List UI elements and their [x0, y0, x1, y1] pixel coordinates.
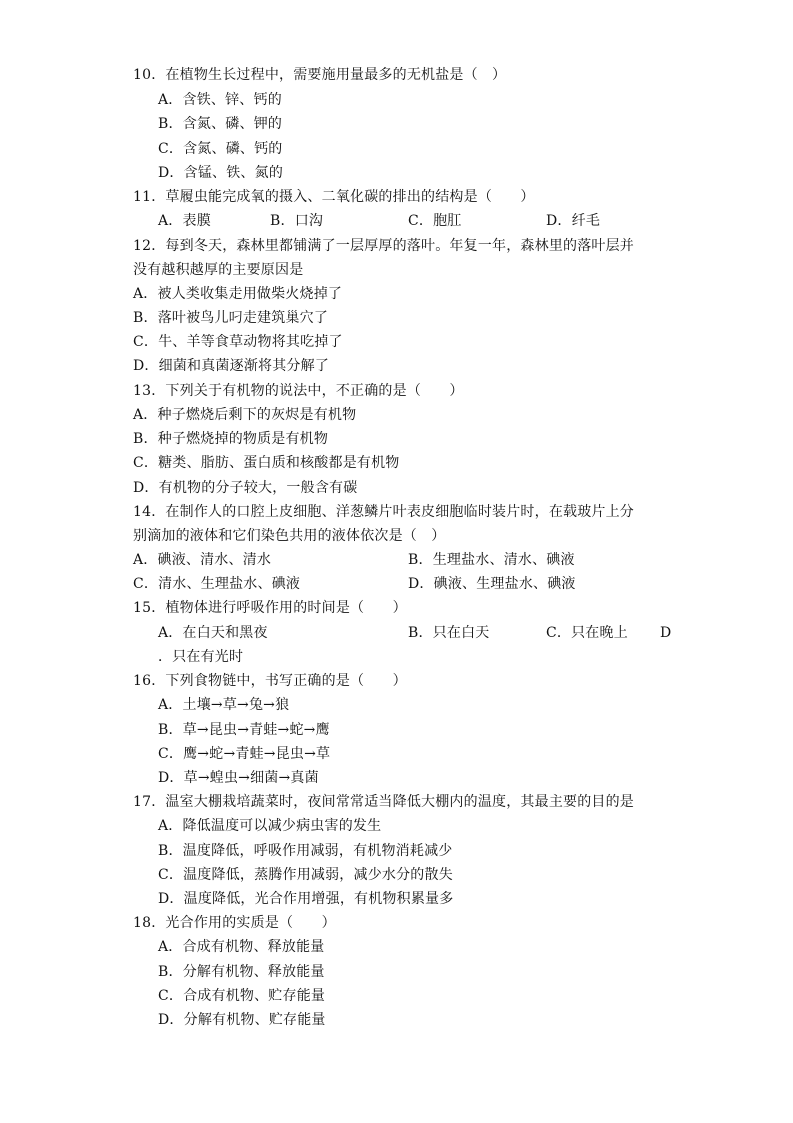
question-11-option-c: C．胞肛 [408, 213, 462, 229]
question-10-option-a: A．含铁、锌、钙的 [158, 92, 282, 108]
question-16-option-a: A．土壤→草→兔→狼 [158, 697, 290, 713]
question-15-option-c: C．只在晚上 [546, 625, 628, 641]
question-10-option-b: B．含氮、磷、钾的 [158, 116, 283, 132]
question-18-option-c: C．合成有机物、贮存能量 [158, 988, 326, 1004]
question-10-stem: 10．在植物生长过程中，需要施用量最多的无机盐是（ ） [133, 67, 507, 83]
question-13-option-b: B．种子燃烧掉的物质是有机物 [133, 431, 329, 447]
question-11-option-d: D．纤毛 [546, 213, 601, 229]
question-17-option-a: A．降低温度可以减少病虫害的发生 [158, 818, 382, 834]
question-14-option-c: C．清水、生理盐水、碘液 [133, 576, 301, 592]
question-12-option-d: D．细菌和真菌逐渐将其分解了 [133, 358, 330, 374]
question-18-option-b: B．分解有机物、释放能量 [158, 964, 325, 980]
question-14-option-b: B．生理盐水、清水、碘液 [408, 552, 575, 568]
question-10-option-c: C．含氮、磷、钙的 [158, 141, 283, 157]
question-16-option-d: D．草→蝗虫→细菌→真菌 [158, 770, 319, 786]
question-13-option-c: C．糖类、脂肪、蛋白质和核酸都是有机物 [133, 455, 400, 471]
question-17-option-d: D．温度降低，光合作用增强，有机物积累量多 [158, 891, 454, 907]
question-10-option-d: D．含锰、铁、氮的 [158, 165, 284, 181]
question-12-stem-line-2: 没有越积越厚的主要原因是 [133, 262, 304, 278]
question-12-option-a: A．被人类收集走用做柴火烧掉了 [133, 286, 343, 302]
question-14-option-a: A．碘液、清水、清水 [133, 552, 272, 568]
question-17-option-c: C．温度降低，蒸腾作用减弱，减少水分的散失 [158, 867, 453, 883]
question-13-option-a: A．种子燃烧后剩下的灰烬是有机物 [133, 407, 357, 423]
question-11-option-b: B．口沟 [270, 213, 324, 229]
question-15-option-b: B．只在白天 [408, 625, 490, 641]
question-15-option-d-text: ．只在有光时 [158, 649, 244, 665]
question-15-option-d-letter: D [660, 625, 672, 641]
question-18-option-a: A．合成有机物、释放能量 [158, 939, 325, 955]
question-16-option-b: B．草→昆虫→青蛙→蛇→鹰 [158, 722, 330, 738]
question-18-option-d: D．分解有机物、贮存能量 [158, 1012, 326, 1028]
question-13-stem: 13．下列关于有机物的说法中，不正确的是（ ） [133, 383, 464, 399]
question-15-stem: 15．植物体进行呼吸作用的时间是（ ） [133, 600, 407, 616]
question-17-option-b: B．温度降低，呼吸作用减弱，有机物消耗减少 [158, 843, 453, 859]
question-11-option-a: A．表膜 [158, 213, 211, 229]
question-14-stem-line-2: 别滴加的液体和它们染色共用的液体依次是（ ） [133, 528, 446, 544]
question-15-option-a: A．在白天和黑夜 [158, 625, 268, 641]
question-12-stem-line-1: 12．每到冬天，森林里都铺满了一层厚厚的落叶。年复一年，森林里的落叶层并 [133, 238, 635, 254]
question-14-option-d: D．碘液、生理盐水、碘液 [408, 576, 576, 592]
question-18-stem: 18．光合作用的实质是（ ） [133, 915, 336, 931]
question-13-option-d: D．有机物的分子较大，一般含有碳 [133, 480, 358, 496]
question-12-option-b: B．落叶被鸟儿叼走建筑巢穴了 [133, 310, 329, 326]
question-14-stem-line-1: 14．在制作人的口腔上皮细胞、洋葱鳞片叶表皮细胞临时装片时，在载玻片上分 [133, 504, 635, 520]
question-16-option-c: C．鹰→蛇→青蛙→昆虫→草 [158, 746, 331, 762]
question-17-stem: 17．温室大棚栽培蔬菜时，夜间常常适当降低大棚内的温度，其最主要的目的是 [133, 794, 635, 810]
question-12-option-c: C．牛、羊等食草动物将其吃掉了 [133, 334, 343, 350]
question-11-stem: 11．草履虫能完成氧的摄入、二氧化碳的排出的结构是（ ） [133, 189, 535, 205]
question-16-stem: 16．下列食物链中，书写正确的是（ ） [133, 673, 407, 689]
